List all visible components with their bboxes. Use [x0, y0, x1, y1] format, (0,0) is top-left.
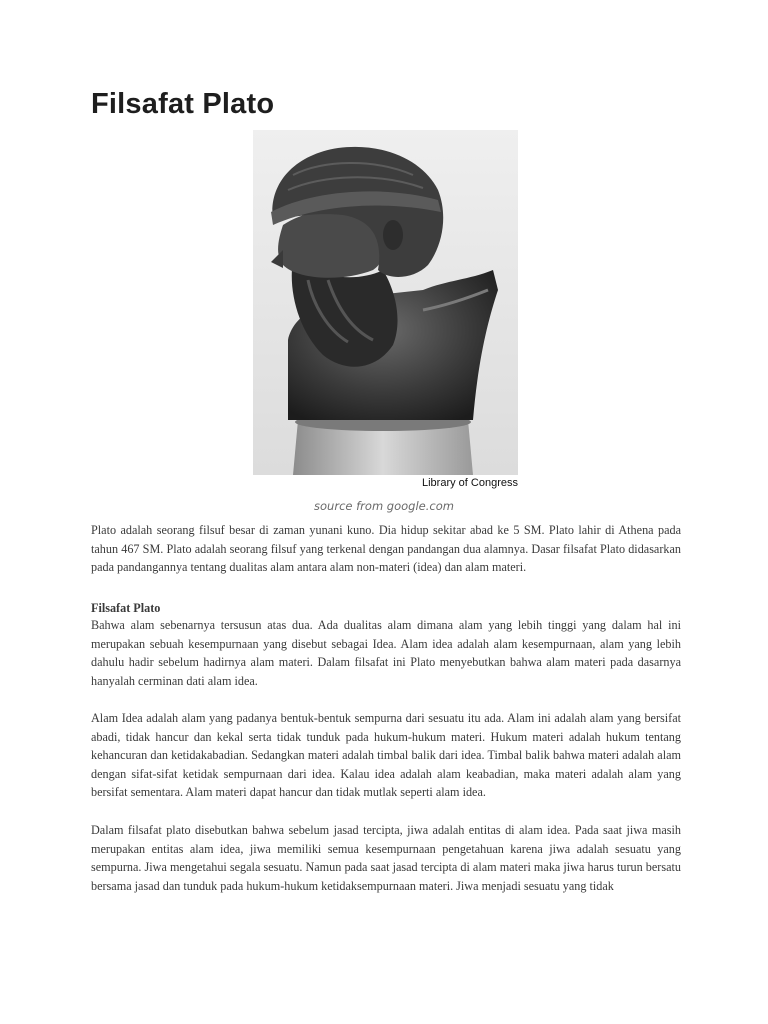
- body-paragraph-3: Dalam filsafat plato disebutkan bahwa sebelum jasad tercipta, jiwa adalah entitas di alam idea. Pada saat jiwa masih merupakan entitas alam idea, jiwa memiliki semua kesempurnaan pengetahuan karena jiwa adalah sesuatu yang sempurna. Jiwa mengetahui segala sesuatu. Namun pada saat jasad tercipta di alam materi maka jiwa harus turun bersatu bersama jasad dan tunduk pada hukum-hukum ketidaksempurnaan materi. Jiwa menjadi sesuatu yang tidak: [91, 823, 681, 893]
- image-source-caption: source from google.com: [314, 499, 454, 513]
- page-title: Filsafat Plato: [91, 88, 275, 120]
- figure: [253, 130, 518, 492]
- section-heading: Filsafat Plato: [91, 601, 161, 615]
- body-paragraph-2: Alam Idea adalah alam yang padanya bentuk-bentuk sempurna dari sesuatu itu ada. Alam ini adalah alam yang bersifat abadi, tidak hancur dan kekal serta tidak tunduk pada hukum-hukum materi. Hukum materi adalah hukum tentang kehancuran dan ketidakabadian. Sedangkan materi adalah timbal balik dari idea. Timbal balik bahwa materi adalah alam dengan sifat-sifat ketidak sempurnaan dari idea. Kalau idea adalah alam keabadian, maka materi adalah alam yang bersifat sementara. Alam materi dapat hancur dan tidak mutlak seperti alam idea.: [91, 711, 681, 800]
- photo-credit: Library of Congress: [422, 477, 518, 489]
- body-paragraph-1: Bahwa alam sebenarnya tersusun atas dua. Ada dualitas alam dimana alam yang lebih tinggi yang dalam hal ini merupakan sebuah kesempurnaan yang disebut sebagai Idea. Alam idea adalah alam kesempurnaan, alam yang lebih dahulu hadir sebelum hadirnya alam materi. Dalam filsafat ini Plato menyebutkan bahwa alam materi pada dasarnya hanyalah cerminan dati alam idea.: [91, 618, 681, 688]
- intro-paragraph: Plato adalah seorang filsuf besar di zaman yunani kuno. Dia hidup sekitar abad ke 5 SM. Plato lahir di Athena pada tahun 467 SM. Plato adalah seorang filsuf yang terkenal dengan pandangan dua alamnya. Dasar filsafat Plato didasarkan pada pandangannya tentang dualitas alam antara alam non-materi (idea) dan alam materi.: [91, 523, 681, 575]
- plato-bust-photo: [253, 130, 518, 475]
